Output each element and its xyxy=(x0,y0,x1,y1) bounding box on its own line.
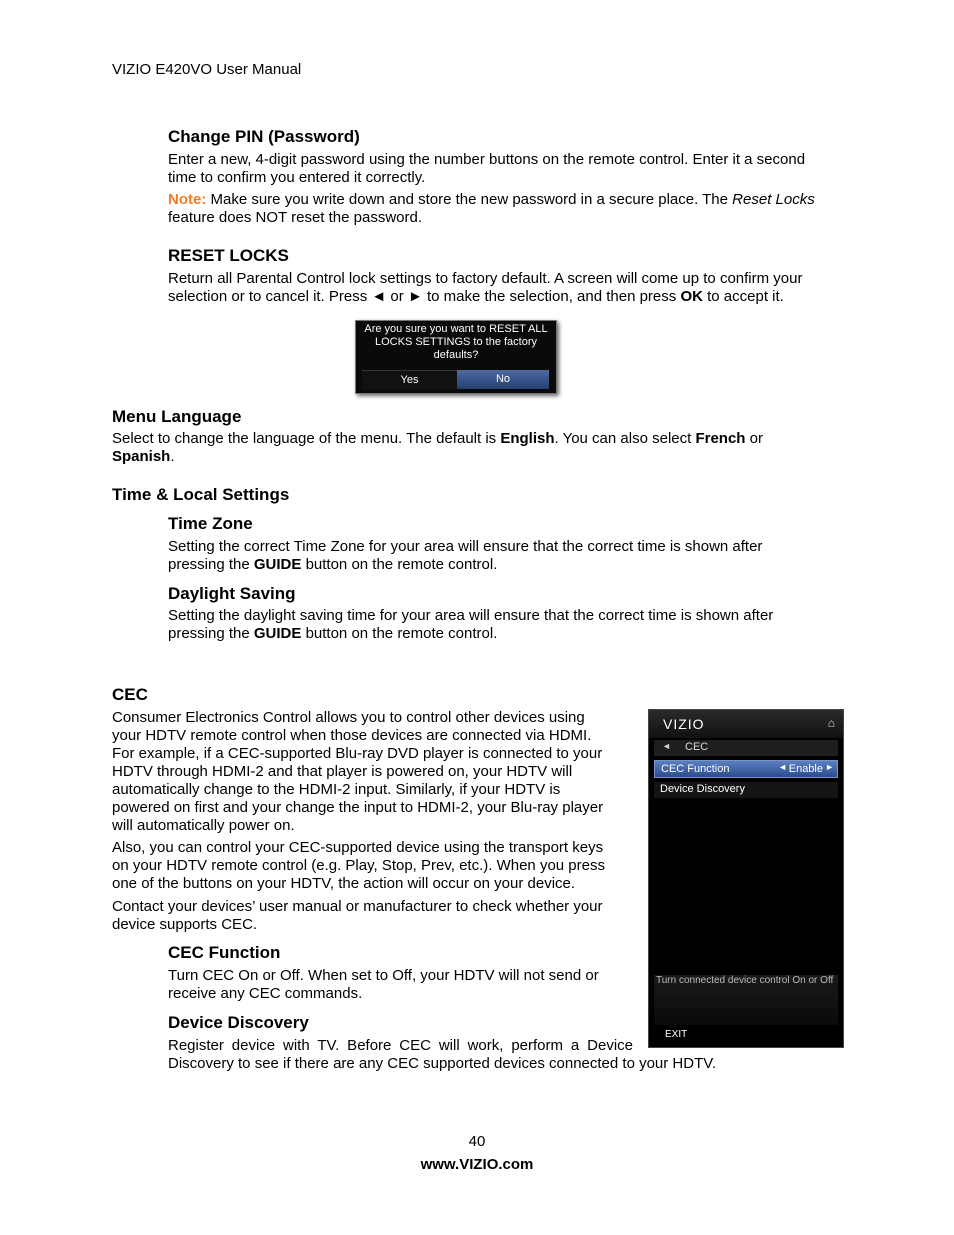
tv-menu-item-label: CEC Function xyxy=(661,763,730,775)
daylight-saving-heading: Daylight Saving xyxy=(168,584,296,603)
device-discovery-heading: Device Discovery xyxy=(168,1013,309,1032)
text-line: receive any CEC commands. xyxy=(168,985,363,1002)
vizio-logo: VIZIO xyxy=(663,716,705,732)
text-line xyxy=(168,288,858,306)
dialog-line: LOCKS SETTINGS to the factory xyxy=(375,336,537,348)
menu-language-text xyxy=(112,430,852,466)
home-icon: ⌂ xyxy=(827,716,835,730)
text-line: time to confirm you entered it correctly. xyxy=(168,169,426,186)
text-span: Select to change the language of the menu. The default is xyxy=(112,430,501,447)
tv-menu-item-label: Device Discovery xyxy=(660,783,745,795)
cec-function-text xyxy=(168,967,638,1003)
text-line: Setting the correct Time Zone for your area will ensure that the correct time is shown after xyxy=(168,538,763,555)
text-line: Discovery to see if there are any CEC supported devices connected to your HDTV. xyxy=(168,1055,717,1072)
text-line xyxy=(168,556,858,574)
text-line: HDTV through HDMI-2 and that player is powered on, your HDTV will xyxy=(112,763,573,780)
tv-menu-item-value: Enable xyxy=(788,763,823,775)
reset-locks-heading: RESET LOCKS xyxy=(168,246,289,265)
note-line xyxy=(168,191,858,209)
dialog-yes-button: Yes xyxy=(362,370,457,390)
text-line: Register device with TV. Before CEC will work, perform a Device xyxy=(168,1037,633,1054)
ok-key: OK xyxy=(680,288,703,305)
text-line xyxy=(168,625,858,643)
cec-paragraph-3 xyxy=(112,898,642,934)
tv-menu-item-cec-function xyxy=(654,760,838,778)
cec-function-heading: CEC Function xyxy=(168,943,281,962)
back-arrow-icon: ◄ xyxy=(662,741,671,751)
tv-menu-exit: EXIT xyxy=(665,1029,688,1040)
text-span: button on the remote control. xyxy=(301,556,498,573)
text-span: to accept it. xyxy=(702,288,784,305)
page-number: 40 xyxy=(468,1133,486,1150)
tv-menu-help-text xyxy=(654,975,838,1025)
tv-menu-topbar xyxy=(649,710,843,738)
italic-text: Reset Locks xyxy=(732,191,815,208)
guide-key: GUIDE xyxy=(253,556,302,573)
text-line: Return all Parental Control lock settings to factory default. A screen will come up to confirm your xyxy=(168,270,803,287)
help-text: Turn connected device control On or Off xyxy=(656,975,834,986)
guide-key: GUIDE xyxy=(253,625,302,642)
tv-menu-item-device-discovery xyxy=(654,782,838,798)
text-span: Make sure you write down and store the new password in a secure place. The xyxy=(206,191,733,208)
text-line: device supports CEC. xyxy=(112,916,258,933)
dialog-line: defaults? xyxy=(433,349,479,361)
text-line: automatically change to the HDMI-2 input. Similarly, if your HDTV is xyxy=(112,781,561,798)
text-line: Also, you can control your CEC-supported device using the transport keys xyxy=(112,839,604,856)
text-line: For example, if a CEC-supported Blu-ray DVD player is connected to your xyxy=(112,745,603,762)
reset-locks-text xyxy=(168,270,858,306)
text-line: will automatically power on. xyxy=(112,817,295,834)
text-span: button on the remote control. xyxy=(301,625,498,642)
tv-menu-back-row xyxy=(654,740,838,756)
text-line: Enter a new, 4-digit password using the number buttons on the remote control. Enter it a second xyxy=(168,151,806,168)
change-pin-text xyxy=(168,151,858,187)
text-line: Turn CEC On or Off. When set to Off, your HDTV will not send or xyxy=(168,967,599,984)
bold-french: French xyxy=(695,430,746,447)
text-span: or xyxy=(745,430,763,447)
text-line: Contact your devices’ user manual or manufacturer to check whether your xyxy=(112,898,603,915)
text-span: . xyxy=(170,448,175,465)
text-line: on your HDTV remote control (e.g. Play, Stop, Prev, etc.). When you press xyxy=(112,857,605,874)
text-line: Consumer Electronics Control allows you to control other devices using xyxy=(112,709,585,726)
reset-locks-dialog-image xyxy=(355,320,557,394)
cec-paragraph-2 xyxy=(112,839,642,893)
daylight-saving-text xyxy=(168,607,858,643)
dialog-line: Are you sure you want to RESET ALL xyxy=(364,323,548,335)
time-zone-text xyxy=(168,538,858,574)
text-line: powered on first and your change the input to HDMI-2, your Blu-ray player xyxy=(112,799,604,816)
text-span: pressing the xyxy=(168,556,254,573)
manual-title: VIZIO E420VO User Manual xyxy=(112,61,302,78)
text-line xyxy=(112,448,852,466)
dialog-message xyxy=(356,323,556,362)
text-span: . You can also select xyxy=(554,430,696,447)
menu-language-heading: Menu Language xyxy=(112,407,242,426)
text-line: feature does NOT reset the password. xyxy=(168,209,423,226)
time-local-heading: Time & Local Settings xyxy=(112,485,290,504)
footer-url: www.VIZIO.com xyxy=(420,1156,534,1173)
dialog-no-button: No xyxy=(457,370,549,389)
text-line: one of the buttons on your HDTV, the action will occur on your device. xyxy=(112,875,576,892)
tv-menu-title: CEC xyxy=(685,741,709,753)
left-arrow-icon: ◄ xyxy=(778,762,787,772)
change-pin-note xyxy=(168,191,858,227)
right-arrow-icon: ► xyxy=(825,762,834,772)
text-line xyxy=(112,430,852,448)
cec-heading: CEC xyxy=(112,685,148,704)
text-line: your HDTV remote control when those devices are connected via HDMI. xyxy=(112,727,592,744)
note-label: Note: xyxy=(168,191,207,208)
cec-paragraph-1 xyxy=(112,709,642,835)
text-line: Setting the daylight saving time for your area will ensure that the correct time is shown after xyxy=(168,607,774,624)
text-span: selection or to cancel it. Press ◄ or ► to make the selection, and then press xyxy=(168,288,681,305)
time-zone-heading: Time Zone xyxy=(168,514,253,533)
cec-menu-image xyxy=(648,709,844,1048)
bold-spanish: Spanish xyxy=(112,448,171,465)
bold-english: English xyxy=(500,430,555,447)
text-span: pressing the xyxy=(168,625,254,642)
change-pin-heading: Change PIN (Password) xyxy=(168,127,360,146)
